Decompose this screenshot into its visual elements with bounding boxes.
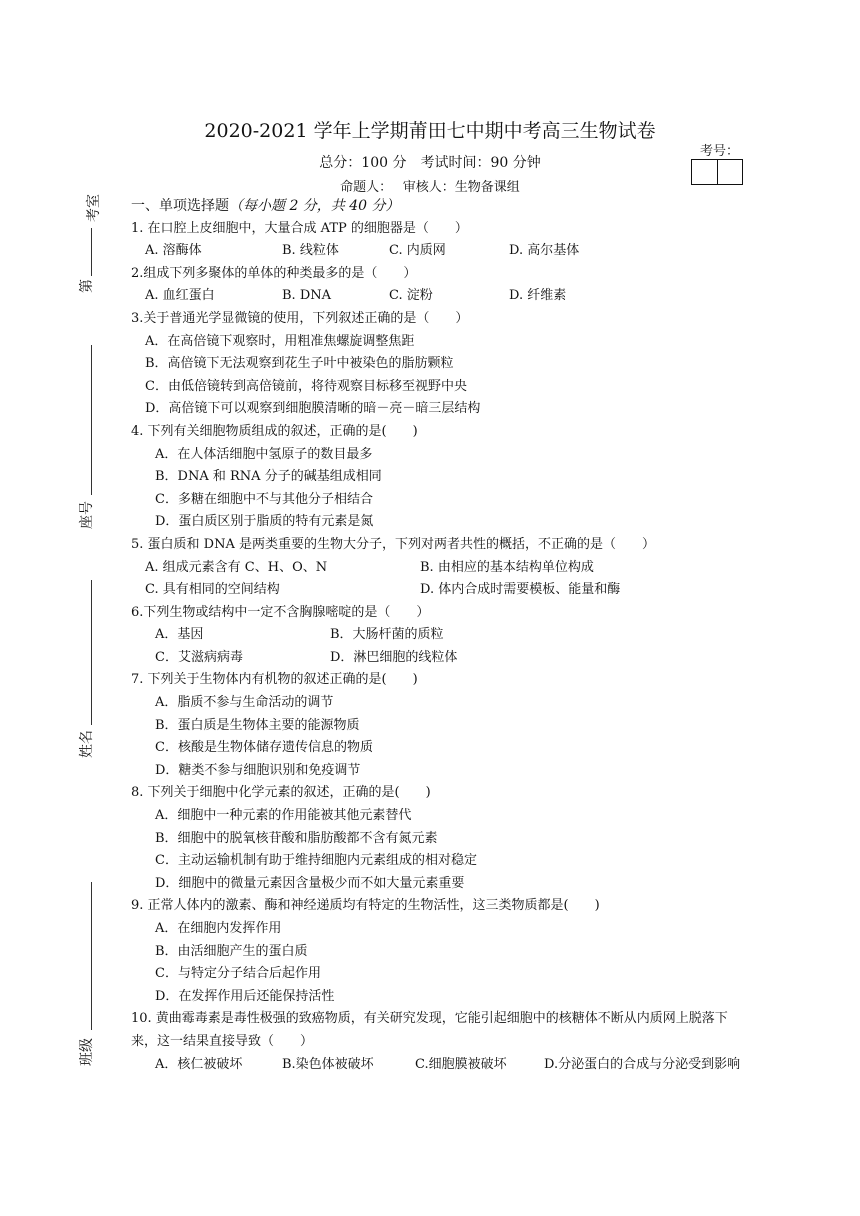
option: A．脂质不参与生命活动的调节 bbox=[155, 695, 334, 711]
option: C．多糖在细胞中不与其他分子相结合 bbox=[155, 491, 373, 507]
option-row bbox=[131, 557, 741, 580]
option: D．淋巴细胞的线粒体 bbox=[330, 649, 458, 665]
option: A．在细胞内发挥作用 bbox=[155, 921, 282, 936]
option-row bbox=[131, 240, 741, 263]
question-stem: 5. 蛋白质和 DNA 是两类重要的生物大分子，下列对两者共性的概括，不正确的是（ ） bbox=[131, 536, 655, 552]
option: A．基因 bbox=[155, 627, 204, 643]
option-row bbox=[131, 285, 741, 308]
margin-line-seat bbox=[91, 345, 92, 495]
authors-line: 命题人： 审核人：生物备课组 bbox=[340, 180, 520, 195]
margin-line-name bbox=[91, 580, 92, 725]
option: B．细胞中的脱氧核苷酸和脂肪酸都不含有氮元素 bbox=[155, 830, 438, 846]
option: C．主动运输机制有助于维持细胞内元素组成的相对稳定 bbox=[155, 853, 477, 869]
option-row bbox=[107, 1054, 741, 1077]
question-stem: 2.组成下列多聚体的单体的种类最多的是（ ） bbox=[131, 265, 417, 281]
margin-line-room bbox=[91, 228, 92, 276]
margin-name-label: 姓名 bbox=[79, 730, 95, 758]
option: B．大肠杆菌的质粒 bbox=[330, 627, 444, 643]
margin-di-label: 第 bbox=[79, 279, 95, 293]
option: B. 线粒体 bbox=[282, 243, 339, 259]
question-stem: 10. 黄曲霉毒素是毒性极强的致癌物质，有关研究发现，它能引起细胞中的核糖体不断从内质网上脱落下来，这一结果直接导致（ ） bbox=[131, 1011, 728, 1049]
option: B．由活细胞产生的蛋白质 bbox=[155, 943, 308, 959]
section-heading bbox=[131, 195, 741, 218]
option: A. 组成元素含有 C、H、O、N bbox=[145, 559, 328, 575]
option: B．DNA 和 RNA 分子的碱基组成相同 bbox=[155, 469, 382, 485]
option: B．蛋白质是生物体主要的能源物质 bbox=[155, 717, 360, 733]
option: D．糖类不参与细胞识别和免疫调节 bbox=[155, 762, 361, 778]
option: B．高倍镜下无法观察到花生子叶中被染色的脂肪颗粒 bbox=[145, 356, 454, 372]
exam-title: 2020-2021 学年上学期莆田七中期中考高三生物试卷 bbox=[204, 120, 656, 142]
option: B. DNA bbox=[282, 288, 332, 304]
question-content bbox=[131, 195, 741, 1076]
option: A．细胞中一种元素的作用能被其他元素替代 bbox=[155, 808, 412, 824]
question-stem: 8. 下列关于细胞中化学元素的叙述，正确的是( ) bbox=[131, 785, 431, 801]
option: C. 具有相同的空间结构 bbox=[145, 582, 280, 598]
margin-class-label: 班级 bbox=[79, 1038, 95, 1066]
option: C. 内质网 bbox=[389, 243, 446, 259]
exam-number-boxes[interactable] bbox=[691, 159, 743, 185]
section-note: （每小题 2 分，共 40 分） bbox=[229, 198, 400, 214]
option-row bbox=[131, 579, 741, 602]
question-stem: 1. 在口腔上皮细胞中，大量合成 ATP 的细胞器是（ ） bbox=[131, 220, 468, 236]
option: D. 体内合成时需要模板、能量和酶 bbox=[420, 582, 621, 598]
question-stem: 3.关于普通光学显微镜的使用，下列叙述正确的是（ ） bbox=[131, 310, 469, 326]
option: D．高倍镜下可以观察到细胞膜清晰的暗－亮－暗三层结构 bbox=[145, 401, 481, 417]
section-title: 一、单项选择题 bbox=[131, 198, 229, 214]
option: C．艾滋病病毒 bbox=[155, 649, 243, 665]
option-row bbox=[131, 624, 741, 647]
question-stem: 7. 下列关于生物体内有机物的叙述正确的是( ) bbox=[131, 672, 418, 688]
question-stem: 4. 下列有关细胞物质组成的叙述，正确的是( ) bbox=[131, 423, 418, 439]
option: A．核仁被破坏 bbox=[155, 1056, 243, 1072]
option: C．由低倍镜转到高倍镜前，将待观察目标移至视野中央 bbox=[145, 378, 467, 394]
option: D．蛋白质区别于脂质的特有元素是氮 bbox=[155, 514, 374, 530]
option: D．在发挥作用后还能保持活性 bbox=[155, 988, 335, 1004]
option: A. 血红蛋白 bbox=[145, 288, 215, 304]
option: A．在人体活细胞中氢原子的数目最多 bbox=[155, 446, 373, 462]
option-row bbox=[131, 647, 741, 670]
option: D. 纤维素 bbox=[509, 288, 567, 304]
margin-seat-label: 座号 bbox=[79, 501, 95, 529]
question-stem: 6.下列生物或结构中一定不含胸腺嘧啶的是（ ） bbox=[131, 604, 430, 620]
option: C.细胞膜被破坏 bbox=[415, 1056, 507, 1072]
score-time-line: 总分：100 分 考试时间：90 分钟 bbox=[319, 155, 541, 171]
option: A. 溶酶体 bbox=[145, 243, 202, 259]
option: C．核酸是生物体储存遗传信息的物质 bbox=[155, 740, 373, 756]
option: D.分泌蛋白的合成与分泌受到影响 bbox=[544, 1056, 741, 1072]
exam-number-label: 考号： bbox=[700, 144, 740, 159]
margin-room-label: 考室 bbox=[86, 194, 102, 222]
margin-line-class bbox=[91, 882, 92, 1030]
option: A．在高倍镜下观察时，用粗准焦螺旋调整焦距 bbox=[145, 333, 415, 349]
option: C. 淀粉 bbox=[389, 288, 433, 304]
option: C．与特定分子结合后起作用 bbox=[155, 966, 321, 982]
question-stem: 9. 正常人体内的激素、酶和神经递质均有特定的生物活性，这三类物质都是( ) bbox=[131, 898, 600, 914]
option: B.染色体被破坏 bbox=[282, 1056, 374, 1072]
option: B. 由相应的基本结构单位构成 bbox=[420, 559, 594, 575]
option: D. 高尔基体 bbox=[509, 243, 580, 259]
option: D．细胞中的微量元素因含量极少而不如大量元素重要 bbox=[155, 875, 465, 891]
